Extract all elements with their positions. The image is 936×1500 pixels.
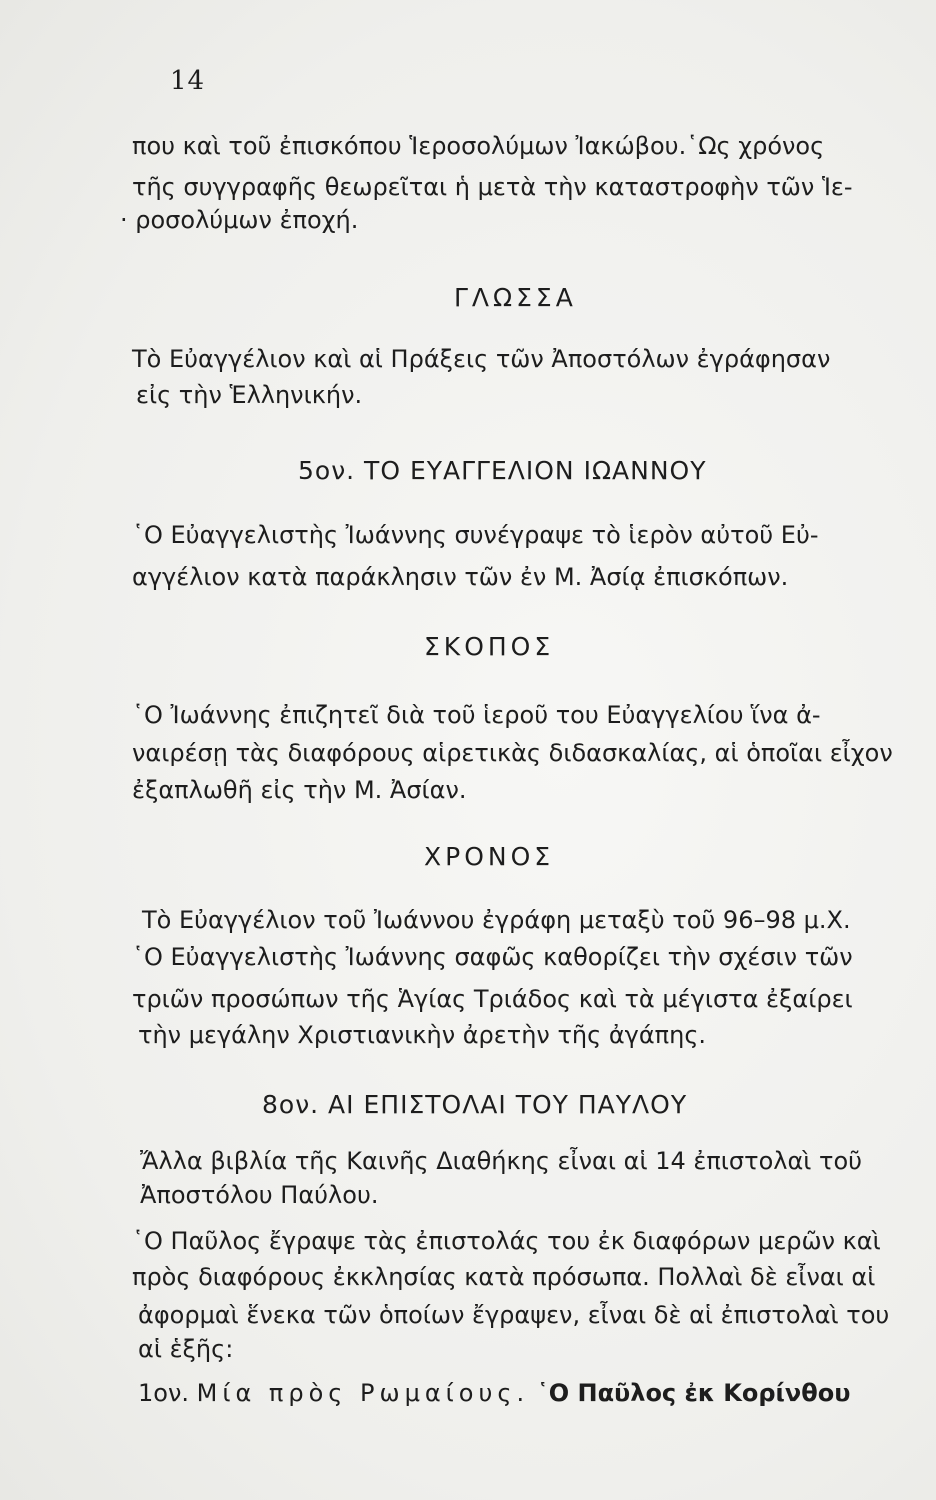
- list-item-romans: [138, 1378, 850, 1408]
- text-line: Τὸ Εὐαγγέλιον καὶ αἱ Πράξεις τῶν Ἀποστόλων ἐγράφησαν: [132, 345, 831, 373]
- text-line: ἀφορμαὶ ἕνεκα τῶν ὁποίων ἔγραψεν, εἶναι δὲ αἱ ἐπιστολαὶ του: [138, 1301, 890, 1329]
- text-line: ναιρέσῃ τὰς διαφόρους αἱρετικὰς διδασκαλίας, αἱ ὁποῖαι εἶχον: [132, 739, 893, 767]
- section-heading-gospel-john: 5ον. ΤΟ ΕΥΑΓΓΕΛΙΟΝ ΙΩΑΝΝΟΥ: [298, 456, 707, 485]
- text-line: ῾Ο Εὐαγγελιστὴς Ἰωάννης σαφῶς καθορίζει τὴν σχέσιν τῶν: [132, 943, 853, 971]
- section-heading-glossa: ΓΛΩΣΣΑ: [454, 283, 577, 312]
- item-number: 1ον.: [138, 1379, 189, 1407]
- section-heading-pauline-epistles: 8ον. ΑΙ ΕΠΙΣΤΟΛΑΙ ΤΟΥ ΠΑΥΛΟΥ: [262, 1090, 688, 1119]
- text-line: · ροσολύμων ἐποχή.: [120, 206, 359, 234]
- text-line: που καὶ τοῦ ἐπισκόπου Ἱεροσολύμων Ἰακώβου.῾Ως χρόνος: [132, 132, 825, 160]
- text-line: τῆς συγγραφῆς θεωρεῖται ἡ μετὰ τὴν καταστροφὴν τῶν Ἱε-: [132, 173, 853, 201]
- text-line: Τὸ Εὐαγγέλιον τοῦ Ἰωάννου ἐγράφη μεταξὺ τοῦ 96–98 μ.Χ.: [142, 906, 851, 934]
- item-text: ῾Ο Παῦλος ἐκ Κορίνθου: [536, 1379, 851, 1407]
- text-line: πρὸς διαφόρους ἐκκλησίας κατὰ πρόσωπα. Πολλαὶ δὲ εἶναι αἱ: [132, 1263, 876, 1291]
- page-number: 14: [170, 66, 206, 96]
- text-line: αγγέλιον κατὰ παράκλησιν τῶν ἐν Μ. Ἀσίᾳ ἐπισκόπων.: [132, 563, 789, 591]
- text-line: τριῶν προσώπων τῆς Ἁγίας Τριάδος καὶ τὰ μέγιστα ἐξαίρει: [132, 985, 853, 1013]
- text-line: ῾Ο Παῦλος ἔγραψε τὰς ἐπιστολάς του ἐκ διαφόρων μερῶν καὶ: [132, 1227, 881, 1255]
- text-line: ῾Ο Εὐαγγελιστὴς Ἰωάννης συνέγραψε τὸ ἱερὸν αὐτοῦ Εὐ-: [132, 521, 819, 549]
- text-line: τὴν μεγάλην Χριστιανικὴν ἀρετὴν τῆς ἀγάπης.: [138, 1021, 707, 1049]
- item-title: Μία πρὸς Ρωμαίους.: [196, 1379, 530, 1407]
- text-line: εἰς τὴν Ἑλληνικήν.: [136, 381, 363, 409]
- text-line: Ἀποστόλου Παύλου.: [140, 1181, 379, 1209]
- section-heading-skopos: ΣΚΟΠΟΣ: [424, 632, 555, 661]
- text-line: Ἄλλα βιβλία τῆς Καινῆς Διαθήκης εἶναι αἱ 14 ἐπιστολαὶ τοῦ: [140, 1147, 863, 1175]
- text-line: αἱ ἑξῆς:: [138, 1335, 234, 1363]
- text-line: ῾Ο Ἰωάννης ἐπιζητεῖ διὰ τοῦ ἱεροῦ του Εὐαγγελίου ἵνα ἀ-: [132, 701, 821, 729]
- section-heading-chronos: ΧΡΟΝΟΣ: [424, 842, 555, 871]
- text-line: ἐξαπλωθῆ εἰς τὴν Μ. Ἀσίαν.: [132, 776, 467, 804]
